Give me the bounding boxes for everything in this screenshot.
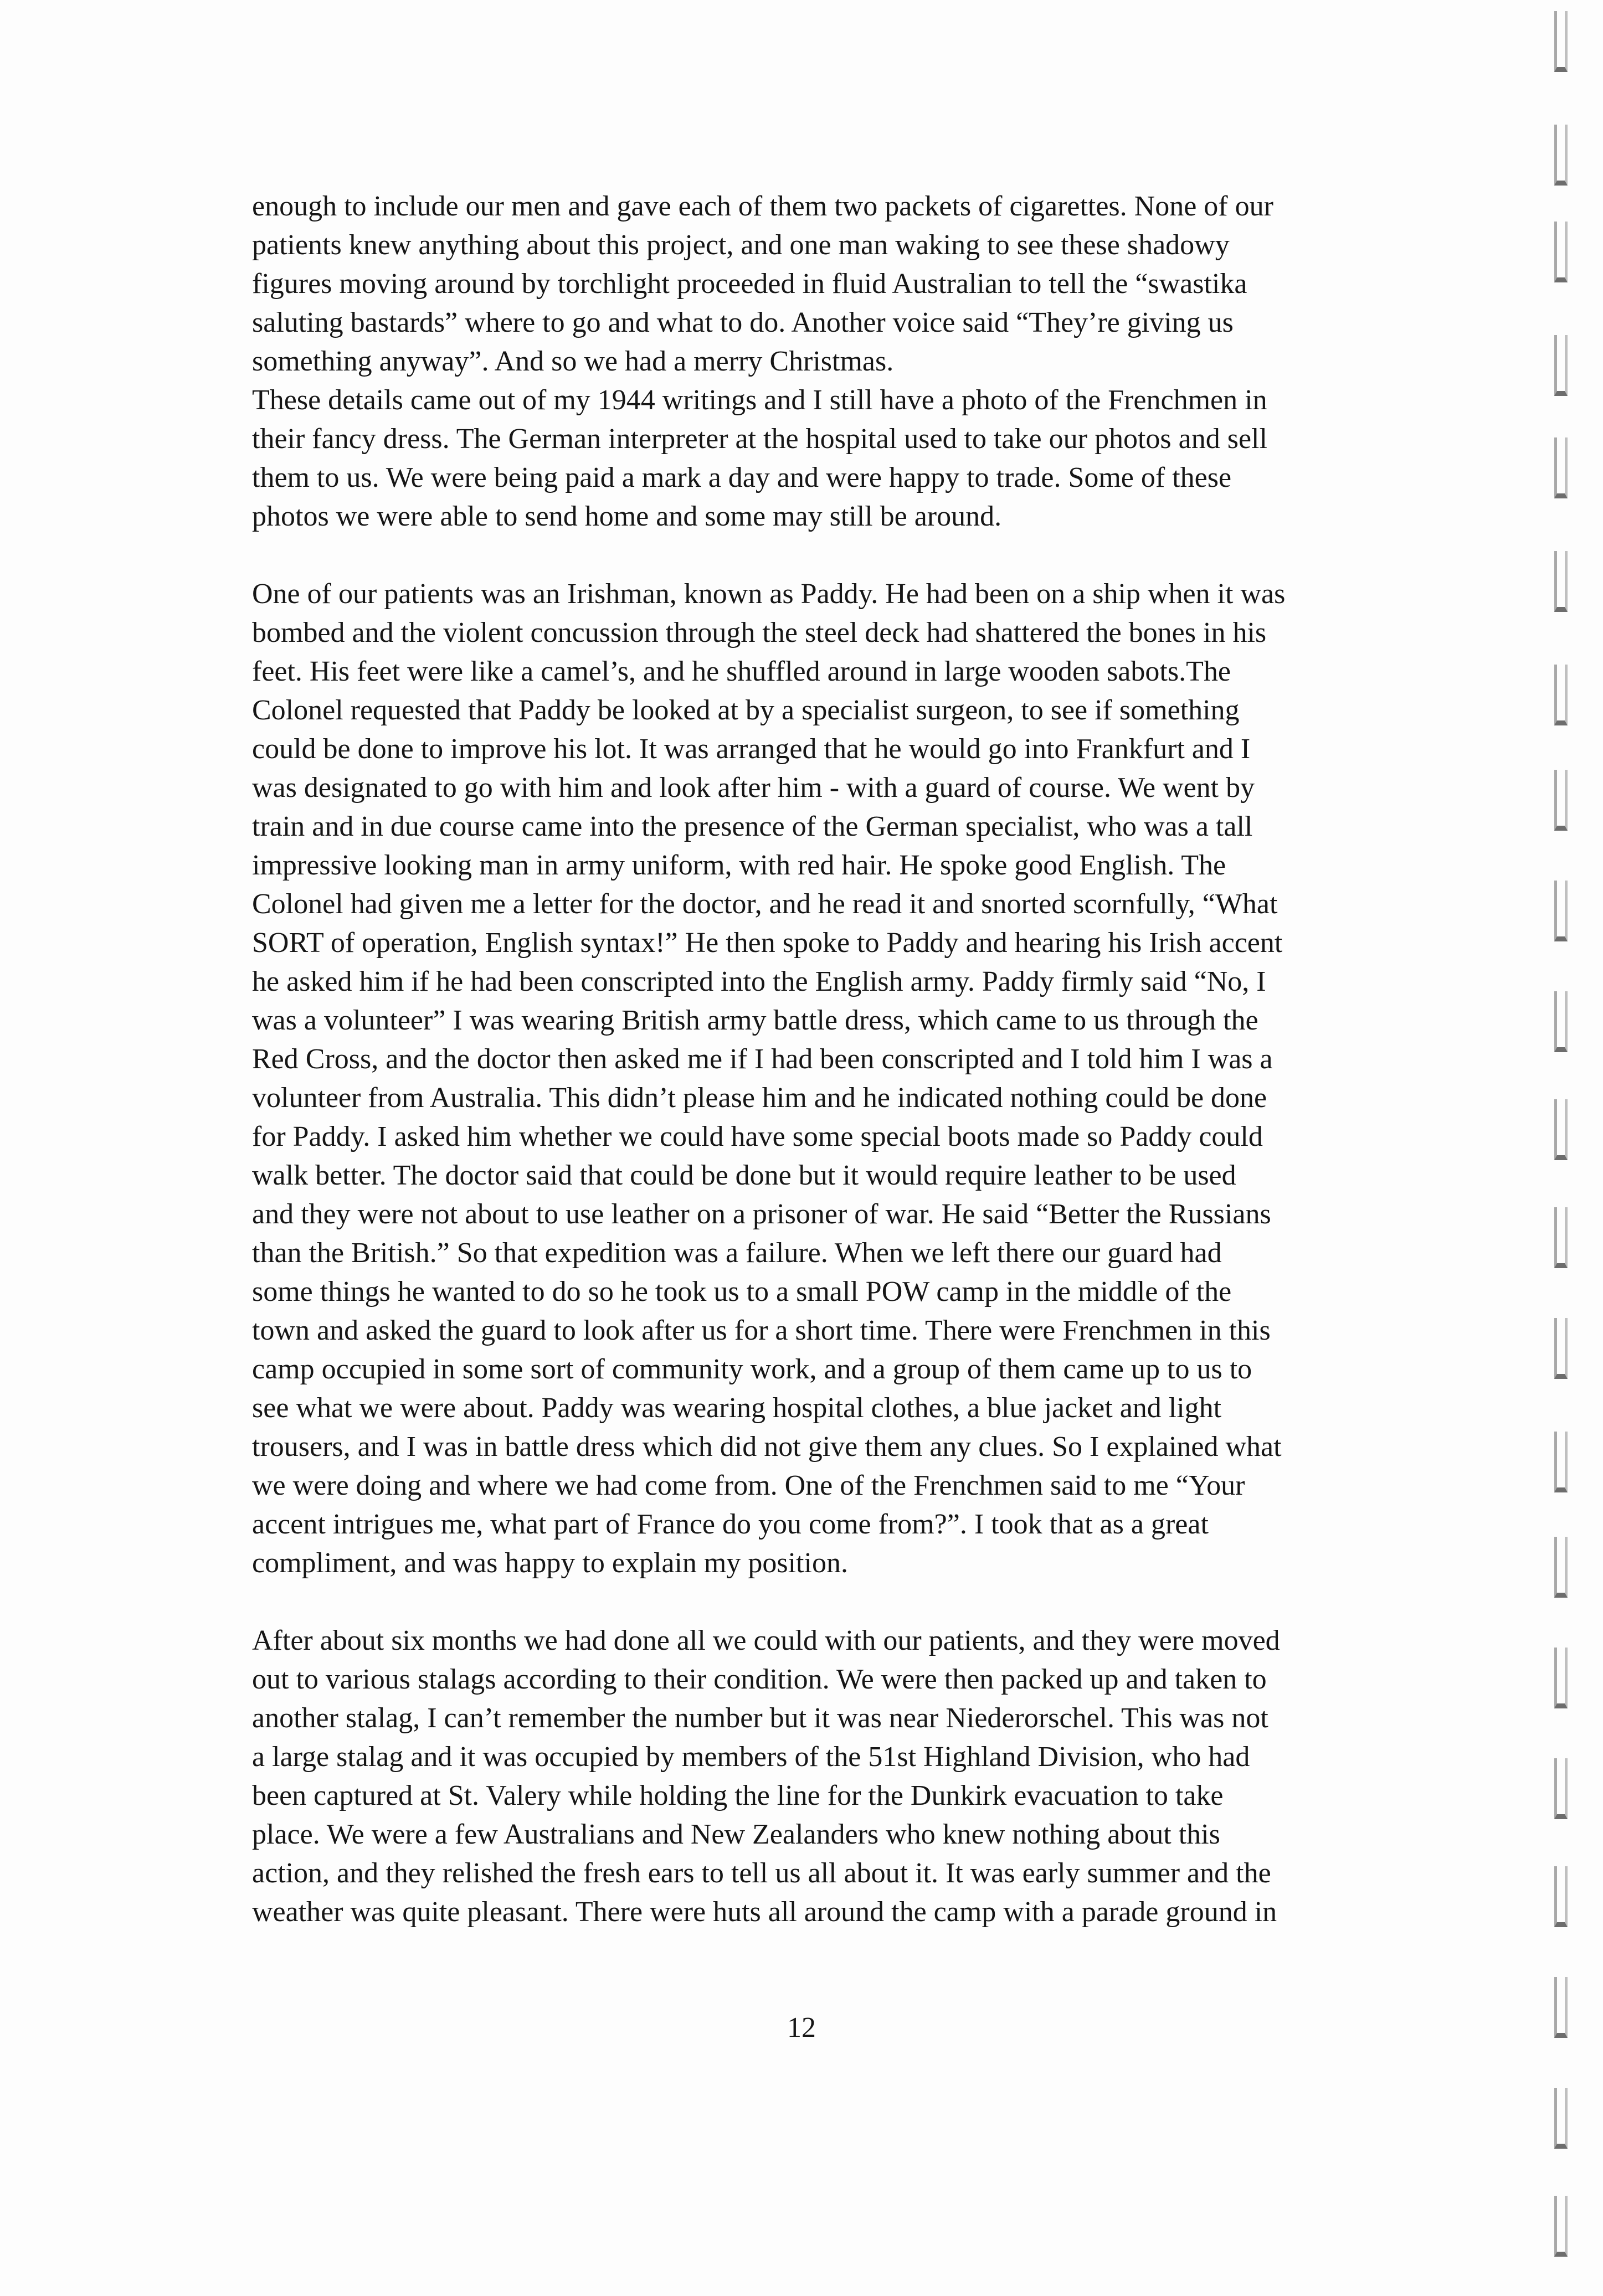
- text-line: SORT of operation, English syntax!” He then spoke to Paddy and hearing his Irish accent: [252, 927, 1283, 959]
- binding-hole-icon: [1554, 2088, 1568, 2149]
- text-line: was a volunteer” I was wearing British army battle dress, which came to us through the: [252, 1005, 1258, 1036]
- body-text: [252, 187, 1426, 1932]
- text-line: could be done to improve his lot. It was arranged that he would go into Frankfurt and I: [252, 733, 1251, 765]
- binding-hole-icon: [1554, 437, 1568, 498]
- page-number: 12: [787, 2012, 816, 2043]
- text-line: Red Cross, and the doctor then asked me if I had been conscripted and I told him I was a: [252, 1043, 1273, 1075]
- text-line: Colonel had given me a letter for the doctor, and he read it and snorted scornfully, “What: [252, 888, 1278, 920]
- text-line: One of our patients was an Irishman, known as Paddy. He had been on a ship when it was: [252, 578, 1286, 610]
- text-line: saluting bastards” where to go and what to do. Another voice said “They’re giving us: [252, 307, 1234, 338]
- binding-hole-icon: [1554, 1866, 1568, 1927]
- binding-hole-icon: [1554, 11, 1568, 72]
- text-line: train and in due course came into the presence of the German specialist, who was a tall: [252, 811, 1253, 842]
- paragraph: [252, 1621, 1426, 1932]
- binding-hole-icon: [1554, 1318, 1568, 1379]
- text-line: patients knew anything about this project, and one man waking to see these shadowy: [252, 229, 1230, 261]
- binding-hole-icon: [1554, 991, 1568, 1052]
- text-line: weather was quite pleasant. There were huts all around the camp with a parade ground in: [252, 1896, 1277, 1928]
- text-line: something anyway”. And so we had a merry Christmas.: [252, 346, 894, 377]
- text-line: some things he wanted to do so he took us to a small POW camp in the middle of the: [252, 1276, 1232, 1307]
- binding-hole-icon: [1554, 2196, 1568, 2257]
- paragraph: [252, 575, 1426, 1583]
- binding-hole-icon: [1554, 1758, 1568, 1819]
- binding-hole-icon: [1554, 125, 1568, 186]
- paragraph-spacer: [252, 536, 1426, 575]
- binding-hole-icon: [1554, 881, 1568, 941]
- text-line: These details came out of my 1944 writings and I still have a photo of the Frenchmen in: [252, 384, 1267, 416]
- text-line: volunteer from Australia. This didn’t please him and he indicated nothing could be done: [252, 1082, 1267, 1114]
- text-line: Colonel requested that Paddy be looked at by a specialist surgeon, to see if something: [252, 694, 1240, 726]
- binding-hole-icon: [1554, 1207, 1568, 1268]
- text-line: enough to include our men and gave each of them two packets of cigarettes. None of our: [252, 191, 1273, 222]
- binding-holes: [1551, 0, 1584, 2296]
- text-line: another stalag, I can’t remember the number but it was near Niederorschel. This was not: [252, 1702, 1268, 1734]
- text-line: place. We were a few Australians and New Zealanders who knew nothing about this: [252, 1819, 1220, 1850]
- text-line: he asked him if he had been conscripted into the English army. Paddy firmly said “No, I: [252, 966, 1266, 997]
- binding-hole-icon: [1554, 1099, 1568, 1160]
- binding-hole-icon: [1554, 665, 1568, 725]
- binding-hole-icon: [1554, 222, 1568, 282]
- text-line: town and asked the guard to look after us for a short time. There were Frenchmen in this: [252, 1315, 1271, 1346]
- binding-hole-icon: [1554, 1432, 1568, 1492]
- text-line: walk better. The doctor said that could be done but it would require leather to be used: [252, 1160, 1236, 1191]
- text-line: trousers, and I was in battle dress which did not give them any clues. So I explained what: [252, 1431, 1282, 1463]
- text-line: impressive looking man in army uniform, with red hair. He spoke good English. The: [252, 850, 1226, 881]
- text-line: their fancy dress. The German interpreter at the hospital used to take our photos and sell: [252, 423, 1267, 455]
- text-line: accent intrigues me, what part of France do you come from?”. I took that as a great: [252, 1509, 1209, 1540]
- paragraph-spacer: [252, 1583, 1426, 1621]
- text-line: we were doing and where we had come from. One of the Frenchmen said to me “Your: [252, 1470, 1245, 1501]
- text-line: camp occupied in some sort of community work, and a group of them came up to us to: [252, 1353, 1252, 1385]
- text-line: for Paddy. I asked him whether we could have some special boots made so Paddy could: [252, 1121, 1263, 1152]
- text-line: a large stalag and it was occupied by members of the 51st Highland Division, who had: [252, 1741, 1250, 1773]
- binding-hole-icon: [1554, 551, 1568, 612]
- paragraph: [252, 187, 1426, 536]
- binding-hole-icon: [1554, 1537, 1568, 1598]
- text-line: feet. His feet were like a camel’s, and he shuffled around in large wooden sabots.The: [252, 656, 1231, 687]
- text-line: After about six months we had done all we could with our patients, and they were moved: [252, 1625, 1280, 1656]
- text-line: figures moving around by torchlight proceeded in fluid Australian to tell the “swastika: [252, 268, 1247, 300]
- text-line: and they were not about to use leather on a prisoner of war. He said “Better the Russians: [252, 1198, 1271, 1230]
- text-line: out to various stalags according to their condition. We were then packed up and taken to: [252, 1664, 1267, 1695]
- binding-hole-icon: [1554, 770, 1568, 831]
- text-line: bombed and the violent concussion through the steel deck had shattered the bones in his: [252, 617, 1267, 648]
- text-line: was designated to go with him and look after him - with a guard of course. We went by: [252, 772, 1255, 804]
- text-line: see what we were about. Paddy was wearing hospital clothes, a blue jacket and light: [252, 1392, 1222, 1424]
- binding-hole-icon: [1554, 335, 1568, 396]
- text-line: action, and they relished the fresh ears to tell us all about it. It was early summer and the: [252, 1857, 1271, 1889]
- text-line: compliment, and was happy to explain my position.: [252, 1547, 848, 1579]
- binding-hole-icon: [1554, 1977, 1568, 2038]
- text-line: been captured at St. Valery while holding the line for the Dunkirk evacuation to take: [252, 1780, 1224, 1811]
- text-line: than the British.” So that expedition was a failure. When we left there our guard had: [252, 1237, 1222, 1269]
- text-line: photos we were able to send home and some may still be around.: [252, 501, 1002, 532]
- binding-hole-icon: [1554, 1648, 1568, 1708]
- text-line: them to us. We were being paid a mark a day and were happy to trade. Some of these: [252, 462, 1232, 493]
